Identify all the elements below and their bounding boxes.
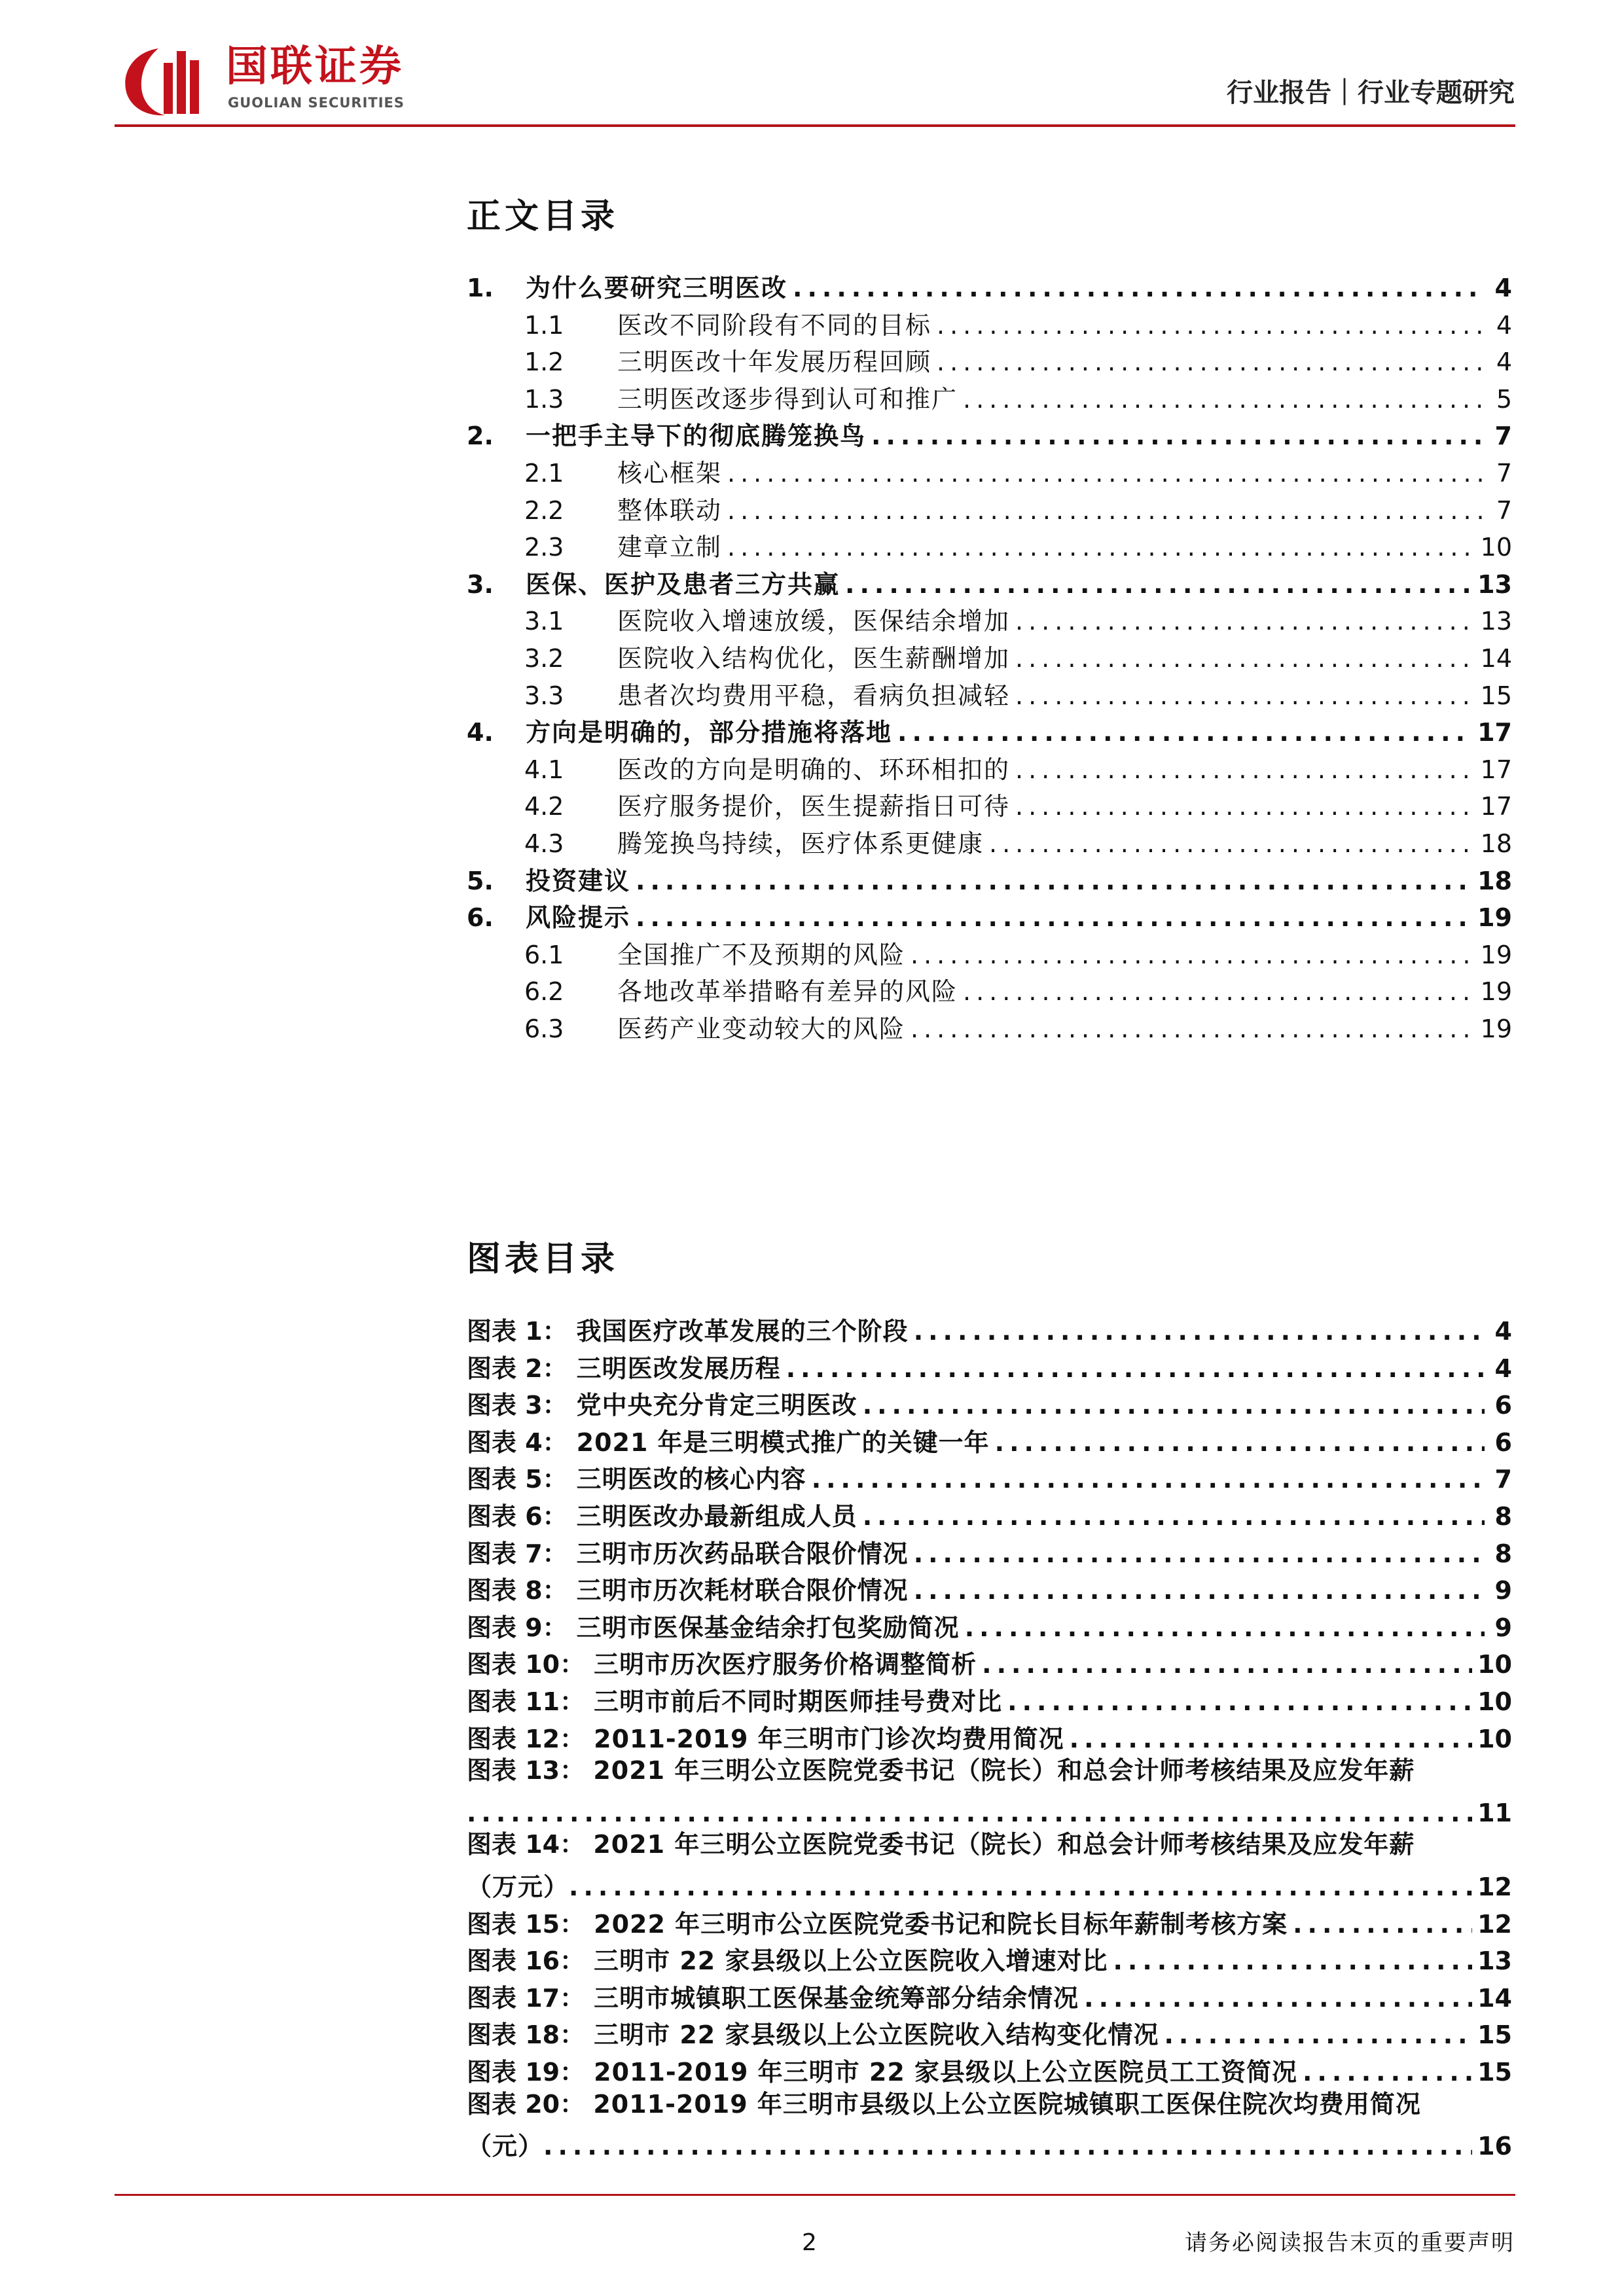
- figure-entry-page: 10: [1477, 1687, 1512, 1716]
- figure-entry[interactable]: [467, 2051, 1512, 2088]
- dot-leader: [1015, 605, 1475, 637]
- toc-entry[interactable]: [467, 304, 1512, 341]
- toc-entry[interactable]: [467, 1008, 1512, 1045]
- dot-leader: [727, 457, 1485, 489]
- toc-entry-number: 3.1: [524, 607, 564, 636]
- toc-entry-label: 医药产业变动较大的风险: [617, 1014, 906, 1043]
- footer-disclaimer: 请务必阅读报告末页的重要声明: [1185, 2230, 1515, 2256]
- dot-leader: [636, 902, 1472, 933]
- toc-entry-page: 4: [1496, 348, 1512, 376]
- dot-leader: [812, 1463, 1485, 1495]
- figure-entry-label: 2011-2019 年三明市 22 家县级以上公立医院员工工资简况: [594, 2058, 1297, 2087]
- dot-leader: [569, 1871, 1472, 1903]
- toc-entry-number: 6.: [467, 903, 494, 932]
- figure-entry[interactable]: [467, 2089, 1512, 2125]
- dot-leader: [636, 865, 1472, 897]
- figure-entry-label: 三明市医保基金结余打包奖励简况: [576, 1613, 960, 1642]
- toc-entry-page: 17: [1480, 755, 1512, 784]
- report-type-label: 行业报告｜行业专题研究: [1227, 78, 1515, 108]
- dot-leader: [989, 828, 1475, 859]
- figure-entry[interactable]: [467, 1570, 1512, 1606]
- figure-entry-label: 三明市城镇职工医保基金统筹部分结余情况: [594, 1984, 1079, 2013]
- figure-entry-prefix: 图表 9：: [467, 1613, 568, 1642]
- figure-entry[interactable]: [467, 1681, 1512, 1717]
- toc-entry-page: 17: [1480, 792, 1512, 821]
- figure-entry-prefix: 图表 2：: [467, 1354, 568, 1383]
- company-logo: [118, 41, 419, 119]
- figure-entry-prefix: 图表 8：: [467, 1576, 568, 1605]
- figure-entry-page: 10: [1477, 1650, 1512, 1679]
- figure-entry-label: 2021 年三明公立医院党委书记（院长）和总会计师考核结果及应发年薪: [593, 1756, 1415, 1785]
- toc-entry-number: 2.3: [524, 533, 564, 562]
- toc-entry-label: 患者次均费用平稳，看病负担减轻: [617, 681, 1011, 710]
- figure-entry-page: 4: [1494, 1354, 1512, 1383]
- toc-entry-label: 一把手主导下的彻底腾笼换鸟: [526, 422, 867, 450]
- figure-entry[interactable]: [467, 1977, 1512, 2014]
- figure-entry-page: 8: [1494, 1539, 1512, 1568]
- header-divider: [115, 124, 1515, 127]
- dot-leader: [963, 976, 1475, 1007]
- dot-leader: [863, 1390, 1485, 1421]
- toc-entry-label: 整体联动: [617, 496, 723, 525]
- toc-entry-number: 3.2: [524, 644, 564, 673]
- figure-entry-label: 三明市 22 家县级以上公立医院收入结构变化情况: [594, 2020, 1159, 2049]
- dot-leader: [937, 310, 1485, 341]
- figure-entry-label-cont: （万元）: [467, 1873, 569, 1901]
- toc-entry-page: 4: [1494, 274, 1512, 302]
- figure-entry[interactable]: [467, 1829, 1512, 1865]
- figure-entry[interactable]: [467, 1718, 1512, 1755]
- toc-entry-label: 腾笼换鸟持续，医疗体系更健康: [617, 829, 984, 858]
- toc-entry-page: 5: [1496, 385, 1512, 414]
- toc-entry[interactable]: [467, 490, 1512, 526]
- toc-entry[interactable]: [467, 749, 1512, 785]
- toc-entry-number: 6.2: [524, 977, 564, 1006]
- toc-entry[interactable]: [467, 526, 1512, 563]
- figure-entry-label: 三明医改发展历程: [576, 1354, 781, 1383]
- figure-entry-label: 2011-2019 年三明市县级以上公立医院城镇职工医保住院次均费用简况: [593, 2090, 1421, 2119]
- figure-entry-page: 6: [1494, 1391, 1512, 1420]
- toc-entry[interactable]: [467, 378, 1512, 415]
- toc-entry[interactable]: [467, 637, 1512, 674]
- toc-entry-number: 3.: [467, 570, 494, 599]
- toc-entry-page: 19: [1480, 977, 1512, 1006]
- toc-entry[interactable]: [467, 564, 1512, 600]
- figure-entry-label: 2021 年三明公立医院党委书记（院长）和总会计师考核结果及应发年薪: [593, 1830, 1415, 1859]
- dot-leader: [982, 1649, 1472, 1680]
- figure-entry[interactable]: [467, 1384, 1512, 1421]
- dot-leader: [543, 2130, 1472, 2162]
- toc-entry-label: 医院收入增速放缓，医保结余增加: [617, 607, 1011, 636]
- toc-entry-number: 4.1: [524, 755, 564, 784]
- dot-leader: [914, 1575, 1485, 1606]
- toc-entry-page: 19: [1477, 903, 1512, 932]
- figure-entry[interactable]: [467, 1940, 1512, 1977]
- figure-entry[interactable]: [467, 2014, 1512, 2051]
- figure-entry-label: 三明医改的核心内容: [576, 1465, 806, 1494]
- figure-entry-prefix: 图表 1：: [467, 1317, 568, 1346]
- toc-entry-number: 2.1: [524, 459, 564, 488]
- figure-entry-prefix: 图表 5：: [467, 1465, 568, 1494]
- toc-entry-number: 1.1: [524, 311, 564, 340]
- toc-entry-page: 13: [1480, 607, 1512, 636]
- toc-entry-label: 建章立制: [617, 533, 723, 562]
- figure-entry-label: 2022 年三明市公立医院党委书记和院长目标年薪制考核方案: [594, 1910, 1288, 1939]
- figure-entry-page: 12: [1477, 1873, 1512, 1901]
- figure-entry[interactable]: [467, 1422, 1512, 1458]
- toc-entry[interactable]: [467, 860, 1512, 897]
- toc-entry-label: 医保、医护及患者三方共赢: [526, 570, 840, 599]
- dot-leader: [727, 531, 1475, 563]
- logo-text-cn: 国联证券: [226, 43, 404, 91]
- toc-entry-page: 17: [1477, 718, 1512, 747]
- toc-entry-page: 4: [1496, 311, 1512, 340]
- figure-entry[interactable]: [467, 1903, 1512, 1940]
- page-number: 2: [802, 2229, 817, 2256]
- figure-entry-page: 9: [1494, 1576, 1512, 1605]
- figure-entry-label: 三明市前后不同时期医师挂号费对比: [594, 1687, 1003, 1716]
- toc-entry[interactable]: [467, 341, 1512, 378]
- dot-leader: [1015, 754, 1475, 785]
- figure-entry-prefix: 图表 14：: [467, 1830, 585, 1859]
- figure-entry[interactable]: [467, 1348, 1512, 1384]
- toc-entry-label: 核心框架: [617, 459, 723, 488]
- figure-entry-continuation[interactable]: [467, 1792, 1512, 1829]
- figure-entry-page: 7: [1494, 1465, 1512, 1494]
- toc-entry[interactable]: [467, 452, 1512, 489]
- toc-entry-label: 三明医改十年发展历程回顾: [617, 348, 932, 376]
- figure-entry-prefix: 图表 4：: [467, 1428, 568, 1457]
- toc-entry-page: 15: [1480, 681, 1512, 710]
- figure-entry-label: 三明市历次药品联合限价情况: [576, 1539, 909, 1568]
- toc-entry-label: 全国推广不及预期的风险: [617, 941, 906, 969]
- toc-entry[interactable]: [467, 267, 1512, 304]
- dot-leader: [963, 384, 1485, 415]
- figure-entry-continuation[interactable]: [467, 1866, 1512, 1903]
- toc-entry-number: 1.3: [524, 385, 564, 414]
- dot-leader: [1015, 791, 1475, 822]
- toc-entry[interactable]: [467, 675, 1512, 711]
- figure-entry[interactable]: [467, 1755, 1512, 1791]
- toc-entry[interactable]: [467, 897, 1512, 933]
- figure-entry[interactable]: [467, 1533, 1512, 1570]
- toc-entry-label: 投资建议: [526, 867, 631, 895]
- toc-entry[interactable]: [467, 711, 1512, 748]
- figure-entry-prefix: 图表 17：: [467, 1984, 585, 2013]
- figure-entry-prefix: 图表 13：: [467, 1756, 585, 1785]
- dot-leader: [914, 1316, 1485, 1347]
- toc-entry-page: 7: [1496, 459, 1512, 488]
- figure-entry-page: 16: [1477, 2132, 1512, 2161]
- toc-entry-label: 方向是明确的，部分措施将落地: [526, 718, 893, 747]
- figure-entry-page: 14: [1477, 1984, 1512, 2013]
- toc-entry-label: 各地改革举措略有差异的风险: [617, 977, 958, 1006]
- toc-entry-number: 3.3: [524, 681, 564, 710]
- toc-entry[interactable]: [467, 415, 1512, 452]
- toc-entry-page: 14: [1480, 644, 1512, 673]
- figure-entry-prefix: 图表 7：: [467, 1539, 568, 1568]
- dot-leader: [1015, 680, 1475, 711]
- toc-entry[interactable]: [467, 785, 1512, 822]
- figure-entry-prefix: 图表 20：: [467, 2090, 585, 2119]
- figure-entry-label: 三明市 22 家县级以上公立医院收入增速对比: [594, 1946, 1108, 1975]
- toc-entry-label: 医改不同阶段有不同的目标: [617, 311, 932, 340]
- dot-leader: [1007, 1686, 1472, 1717]
- figure-entry-label: 2021 年是三明模式推广的关键一年: [576, 1428, 990, 1457]
- dot-leader: [1070, 1723, 1472, 1755]
- toc-entry-number: 2.2: [524, 496, 564, 525]
- figure-entry-prefix: 图表 11：: [467, 1687, 585, 1716]
- figure-entry-page: 15: [1477, 2020, 1512, 2049]
- dot-leader: [1164, 2019, 1472, 2051]
- toc-entry-page: 13: [1477, 570, 1512, 599]
- figure-entry-prefix: 图表 10：: [467, 1650, 585, 1679]
- toc-entry-number: 4.3: [524, 829, 564, 858]
- toc-entry-number: 4.: [467, 718, 494, 747]
- dot-leader: [1084, 1982, 1472, 2014]
- figure-entry-label: 三明医改办最新组成人员: [576, 1502, 857, 1531]
- toc-entry-page: 19: [1480, 941, 1512, 969]
- figure-entry-label: 2011-2019 年三明市门诊次均费用简况: [594, 1725, 1064, 1753]
- toc-entry-number: 1.: [467, 274, 494, 302]
- figure-entry-label: 党中央充分肯定三明医改: [576, 1391, 857, 1420]
- figure-entry-prefix: 图表 15：: [467, 1910, 585, 1939]
- toc-entry-page: 18: [1477, 867, 1512, 895]
- dot-leader: [727, 495, 1485, 526]
- dot-leader: [914, 1538, 1485, 1570]
- figure-entry-prefix: 图表 16：: [467, 1946, 585, 1975]
- toc-entry-label: 为什么要研究三明医改: [526, 274, 788, 302]
- toc-entry-page: 7: [1494, 422, 1512, 450]
- dot-leader: [911, 939, 1475, 971]
- figure-entry-prefix: 图表 18：: [467, 2020, 585, 2049]
- figure-entry[interactable]: [467, 1310, 1512, 1347]
- logo-text-en: GUOLIAN SECURITIES: [228, 95, 405, 111]
- toc-entry[interactable]: [467, 600, 1512, 637]
- toc-entry-page: 19: [1480, 1014, 1512, 1043]
- figure-entry[interactable]: [467, 1643, 1512, 1680]
- dot-leader: [995, 1427, 1485, 1458]
- dot-leader: [1015, 643, 1475, 674]
- dot-leader: [786, 1353, 1485, 1384]
- dot-leader: [467, 1797, 1472, 1829]
- toc-entry-label: 医疗服务提价，医生提薪指日可待: [617, 792, 1011, 821]
- toc-entry[interactable]: [467, 934, 1512, 971]
- figure-entry-page: 8: [1494, 1502, 1512, 1531]
- toc-entry-number: 6.3: [524, 1014, 564, 1043]
- logo-mark-icon: [118, 41, 216, 119]
- figure-entry-prefix: 图表 19：: [467, 2058, 585, 2087]
- dot-leader: [1303, 2056, 1472, 2088]
- dot-leader: [793, 272, 1485, 304]
- figure-entry-label: 我国医疗改革发展的三个阶段: [576, 1317, 909, 1346]
- figure-entry-prefix: 图表 3：: [467, 1391, 568, 1420]
- figures-toc-title: 图表目录: [467, 1240, 619, 1279]
- toc-entry-number: 2.: [467, 422, 494, 450]
- figure-entry-page: 4: [1494, 1317, 1512, 1346]
- figure-entry-label-cont: （元）: [467, 2132, 544, 2161]
- figure-entry-page: 12: [1477, 1910, 1512, 1939]
- toc-entry-number: 5.: [467, 867, 494, 895]
- toc-entry-number: 6.1: [524, 941, 564, 969]
- figure-entry-page: 6: [1494, 1428, 1512, 1457]
- toc-entry-label: 风险提示: [526, 903, 631, 932]
- toc-entry[interactable]: [467, 823, 1512, 859]
- dot-leader: [911, 1013, 1475, 1045]
- figure-entry-page: 15: [1477, 2058, 1512, 2087]
- figure-entry[interactable]: [467, 1496, 1512, 1532]
- figure-entry-continuation[interactable]: [467, 2125, 1512, 2162]
- toc-entry-label: 医院收入结构优化，医生薪酬增加: [617, 644, 1011, 673]
- toc-entry-page: 18: [1480, 829, 1512, 858]
- dot-leader: [863, 1501, 1485, 1532]
- figure-entry-page: 11: [1477, 1799, 1512, 1827]
- footer-divider: [115, 2194, 1515, 2196]
- dot-leader: [871, 420, 1485, 452]
- dot-leader: [897, 717, 1472, 748]
- figure-entry-page: 10: [1477, 1725, 1512, 1753]
- dot-leader: [1113, 1945, 1472, 1977]
- dot-leader: [965, 1612, 1485, 1643]
- toc-entry-page: 7: [1496, 496, 1512, 525]
- toc-entry-page: 10: [1480, 533, 1512, 562]
- toc-entry-number: 1.2: [524, 348, 564, 376]
- toc-title: 正文目录: [467, 197, 619, 236]
- figure-entry[interactable]: [467, 1458, 1512, 1495]
- figure-entry-page: 9: [1494, 1613, 1512, 1642]
- toc-entry[interactable]: [467, 971, 1512, 1007]
- dot-leader: [937, 346, 1485, 378]
- figure-entry-label: 三明市历次医疗服务价格调整简析: [594, 1650, 977, 1679]
- figure-entry-prefix: 图表 12：: [467, 1725, 585, 1753]
- figure-entry-page: 13: [1477, 1946, 1512, 1975]
- figure-entry-prefix: 图表 6：: [467, 1502, 568, 1531]
- dot-leader: [845, 569, 1472, 600]
- toc-entry-label: 医改的方向是明确的、环环相扣的: [617, 755, 1011, 784]
- dot-leader: [1293, 1909, 1472, 1940]
- toc-entry-label: 三明医改逐步得到认可和推广: [617, 385, 958, 414]
- figure-entry-label: 三明市历次耗材联合限价情况: [576, 1576, 909, 1605]
- figure-entry[interactable]: [467, 1607, 1512, 1643]
- toc-entry-number: 4.2: [524, 792, 564, 821]
